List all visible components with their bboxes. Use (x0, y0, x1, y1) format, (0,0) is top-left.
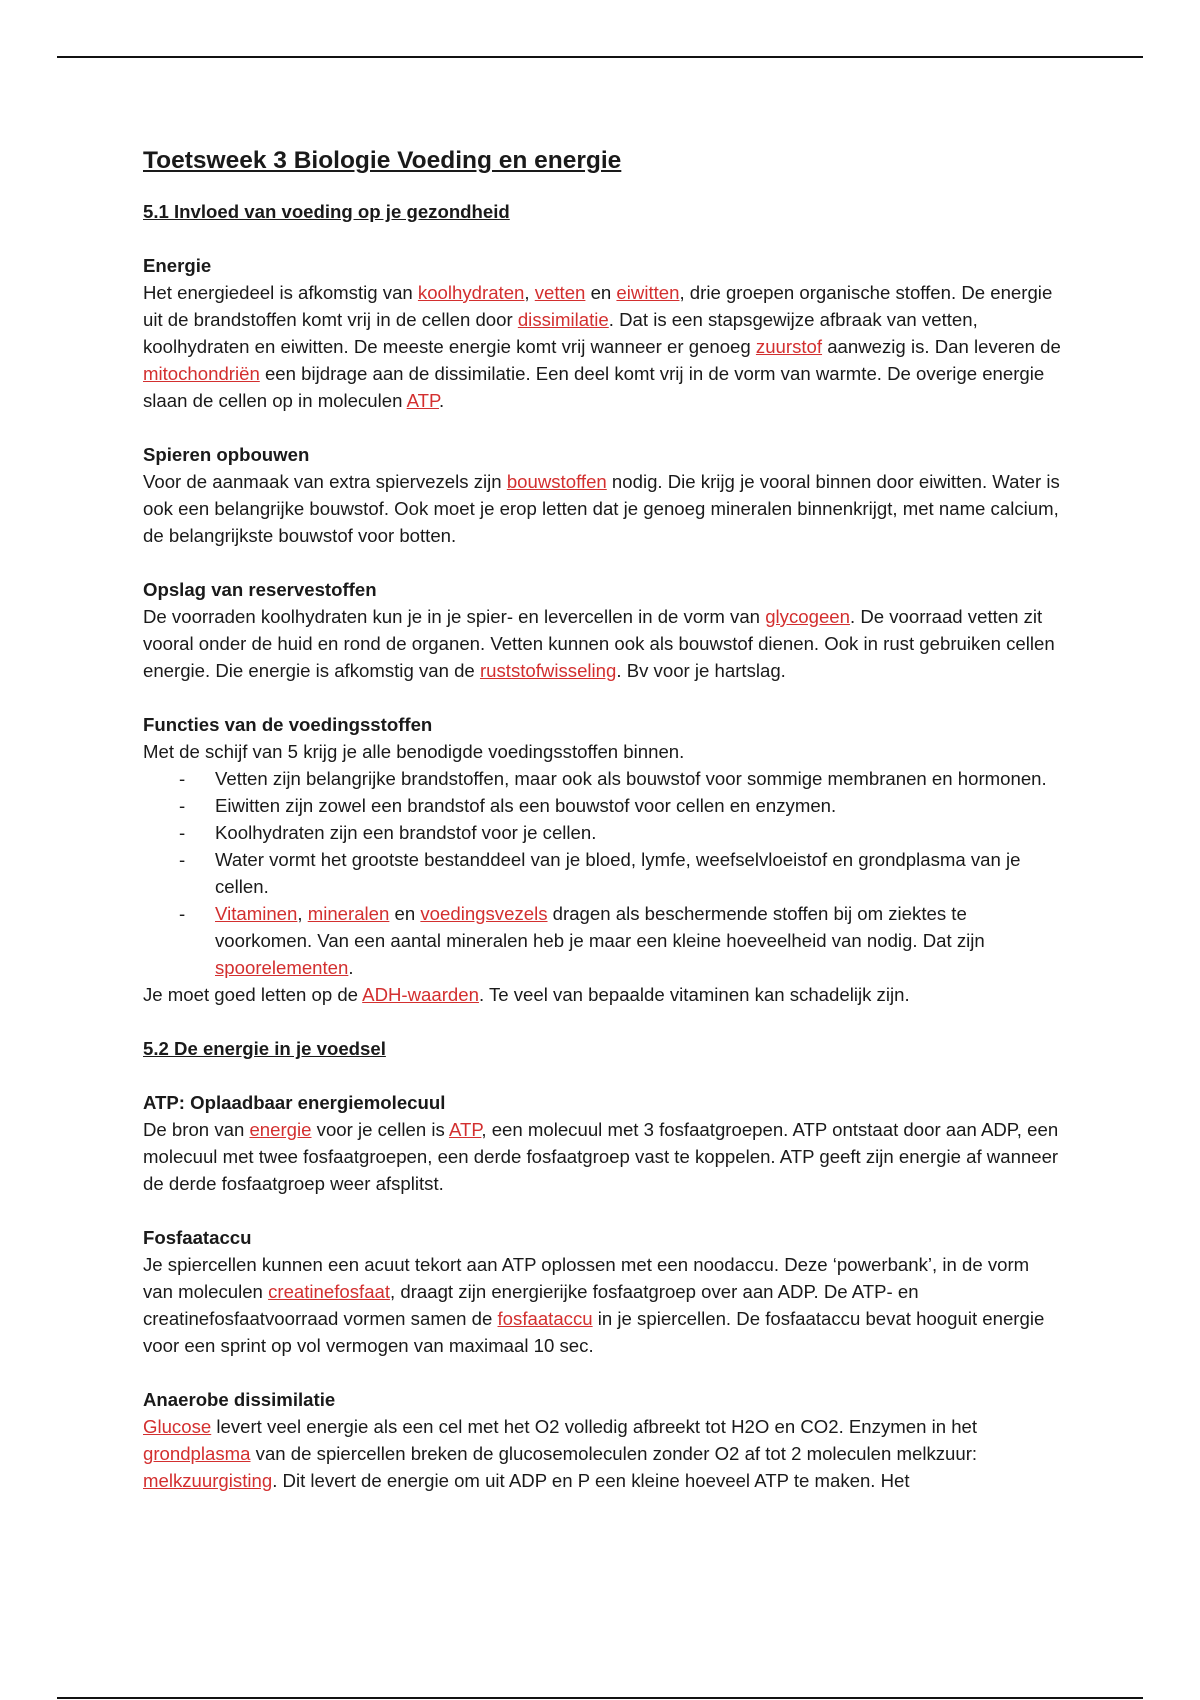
keyword: ATP (448, 1119, 482, 1140)
list-item: - Eiwitten zijn zowel een brandstof als een bouwstof voor cellen en enzymen. (215, 792, 1063, 819)
text: Je moet goed letten op de (143, 984, 363, 1005)
list-item: - Water vormt het grootste bestanddeel van je bloed, lymfe, weefselvloeistof en grondplasma van je cellen. (215, 846, 1063, 900)
keyword: zuurstof (755, 336, 823, 357)
keyword: glycogeen (765, 606, 850, 627)
subheading-atp: ATP: Oplaadbaar energiemolecuul (143, 1092, 446, 1113)
text: . De voorraad vetten zit vooral onder de huid en rond de organen. Vetten kunnen ook als bouwstof dienen. Ook in rust gebruiken cellen energie. Die energie is afkomstig van de (143, 606, 1055, 681)
keyword: grondplasma (143, 1443, 251, 1464)
text: in je spiercellen. De fosfaataccu bevat hooguit energie voor een sprint op vol vermogen van maximaal 10 sec. (143, 1308, 1045, 1356)
text: , een molecuul met 3 fosfaatgroepen. ATP ontstaat door aan ADP, een molecuul met twee fosfaatgroepen, een derde fosfaatgroep vast te koppelen. ATP geeft zijn energie af wanneer de derde fosfaatgroep weer afsplitst. (143, 1119, 1059, 1194)
text: . Dat is een stapsgewijze afbraak van vetten, koolhydraten en eiwitten. De meeste energie komt vrij wanneer er genoeg (143, 309, 978, 357)
text: . (438, 390, 445, 411)
keyword: Vitaminen (215, 903, 298, 924)
keyword: ruststofwisseling (479, 660, 617, 681)
footer-rule (57, 1697, 1143, 1699)
text: Voor de aanmaak van extra spiervezels zijn (143, 471, 507, 492)
paragraph-atp (143, 1089, 1063, 1197)
keyword: koolhydraten (417, 282, 525, 303)
subheading-anaerobe: Anaerobe dissimilatie (143, 1389, 336, 1410)
text: van de spiercellen breken de glucosemoleculen zonder O2 af tot 2 moleculen melkzuur: (250, 1443, 978, 1464)
keyword: melkzuurgisting (143, 1470, 273, 1491)
text: en (389, 903, 421, 924)
subheading-spieren: Spieren opbouwen (143, 444, 310, 465)
paragraph-functies (143, 711, 1063, 1008)
document-title: Toetsweek 3 Biologie Voeding en energie (143, 147, 622, 174)
text: . Te veel van bepaalde vitaminen kan schadelijk zijn. (478, 984, 910, 1005)
keyword: voedingsvezels (420, 903, 548, 924)
paragraph-text (143, 1116, 1063, 1197)
paragraph-anaerobe (143, 1386, 1063, 1494)
subheading-opslag: Opslag van reservestoffen (143, 579, 377, 600)
text: . (348, 957, 354, 978)
paragraph-text (143, 279, 1063, 414)
keyword: Glucose (143, 1416, 212, 1437)
text: dragen als beschermende stoffen bij om ziektes te voorkomen. Van een aantal mineralen heb je maar een kleine hoeveelheid van nodig. Dat zijn (215, 903, 985, 951)
text: . Dit levert de energie om uit ADP en P een kleine hoeveel ATP te maken. Het (272, 1470, 910, 1491)
text: en (585, 282, 617, 303)
list-item: - Koolhydraten zijn een brandstof voor je cellen. (215, 819, 1063, 846)
paragraph-intro: Met de schijf van 5 krijg je alle benodigde voedingsstoffen binnen. (143, 741, 685, 762)
list-item: - Vetten zijn belangrijke brandstoffen, maar ook als bouwstof voor sommige membranen en hormonen. (215, 765, 1063, 792)
text: De bron van (143, 1119, 250, 1140)
paragraph-energie (143, 252, 1063, 414)
paragraph-fosfaataccu (143, 1224, 1063, 1359)
keyword: creatinefosfaat (268, 1281, 391, 1302)
keyword: mitochondriën (143, 363, 260, 384)
paragraph-text (143, 468, 1063, 549)
keyword: energie (249, 1119, 312, 1140)
paragraph-text (143, 1413, 1063, 1494)
paragraph-outro (143, 981, 1063, 1008)
keyword: eiwitten (616, 282, 680, 303)
keyword: bouwstoffen (506, 471, 607, 492)
keyword: dissimilatie (517, 309, 609, 330)
paragraph-opslag (143, 576, 1063, 684)
text: een bijdrage aan de dissimilatie. Een deel komt vrij in de vorm van warmte. De overige energie slaan de cellen op in moleculen (143, 363, 1045, 411)
paragraph-text (143, 603, 1063, 684)
subheading-functies: Functies van de voedingsstoffen (143, 714, 433, 735)
text: , (524, 282, 535, 303)
text: De voorraden koolhydraten kun je in je spier- en levercellen in de vorm van (143, 606, 766, 627)
text: levert veel energie als een cel met het O2 volledig afbreekt tot H2O en CO2. Enzymen in het (211, 1416, 978, 1437)
text: Je spiercellen kunnen een acuut tekort aan ATP oplossen met een noodaccu. Deze ‘powerbank’, in de vorm van moleculen (143, 1254, 1030, 1302)
section-heading-5-2: 5.2 De energie in je voedsel (143, 1038, 386, 1059)
text: . Bv voor je hartslag. (616, 660, 786, 681)
keyword: ATP (406, 390, 439, 411)
paragraph-text (143, 1251, 1063, 1359)
text: , draagt zijn energierijke fosfaatgroep over aan ADP. De ATP- en creatinefosfaatvoorraad vormen samen de (143, 1281, 919, 1329)
subheading-fosfaataccu: Fosfaataccu (143, 1227, 252, 1248)
text: , (297, 903, 308, 924)
document-body (143, 143, 1063, 1494)
header-rule (57, 56, 1143, 58)
paragraph-spieren (143, 441, 1063, 549)
text: nodig. Die krijg je vooral binnen door eiwitten. Water is ook een belangrijke bouwstof. Ook moet je erop letten dat je genoeg mineralen binnenkrijgt, met name calcium, de belangrijkste bouwstof voor botten. (143, 471, 1060, 546)
keyword: ADH-waarden (362, 984, 479, 1005)
keyword: fosfaataccu (497, 1308, 593, 1329)
text: Het energiedeel is afkomstig van (143, 282, 418, 303)
keyword: vetten (534, 282, 586, 303)
nutrient-list (143, 765, 1063, 981)
keyword: spoorelementen (215, 957, 349, 978)
list-item (215, 900, 1063, 981)
text: aanwezig is. Dan leveren de (822, 336, 1061, 357)
text: voor je cellen is (311, 1119, 449, 1140)
subheading-energie: Energie (143, 255, 212, 276)
keyword: mineralen (307, 903, 390, 924)
section-heading-5-1: 5.1 Invloed van voeding op je gezondheid (143, 201, 510, 222)
text: , drie groepen organische stoffen. De energie uit de brandstoffen komt vrij in de cellen door (143, 282, 1053, 330)
